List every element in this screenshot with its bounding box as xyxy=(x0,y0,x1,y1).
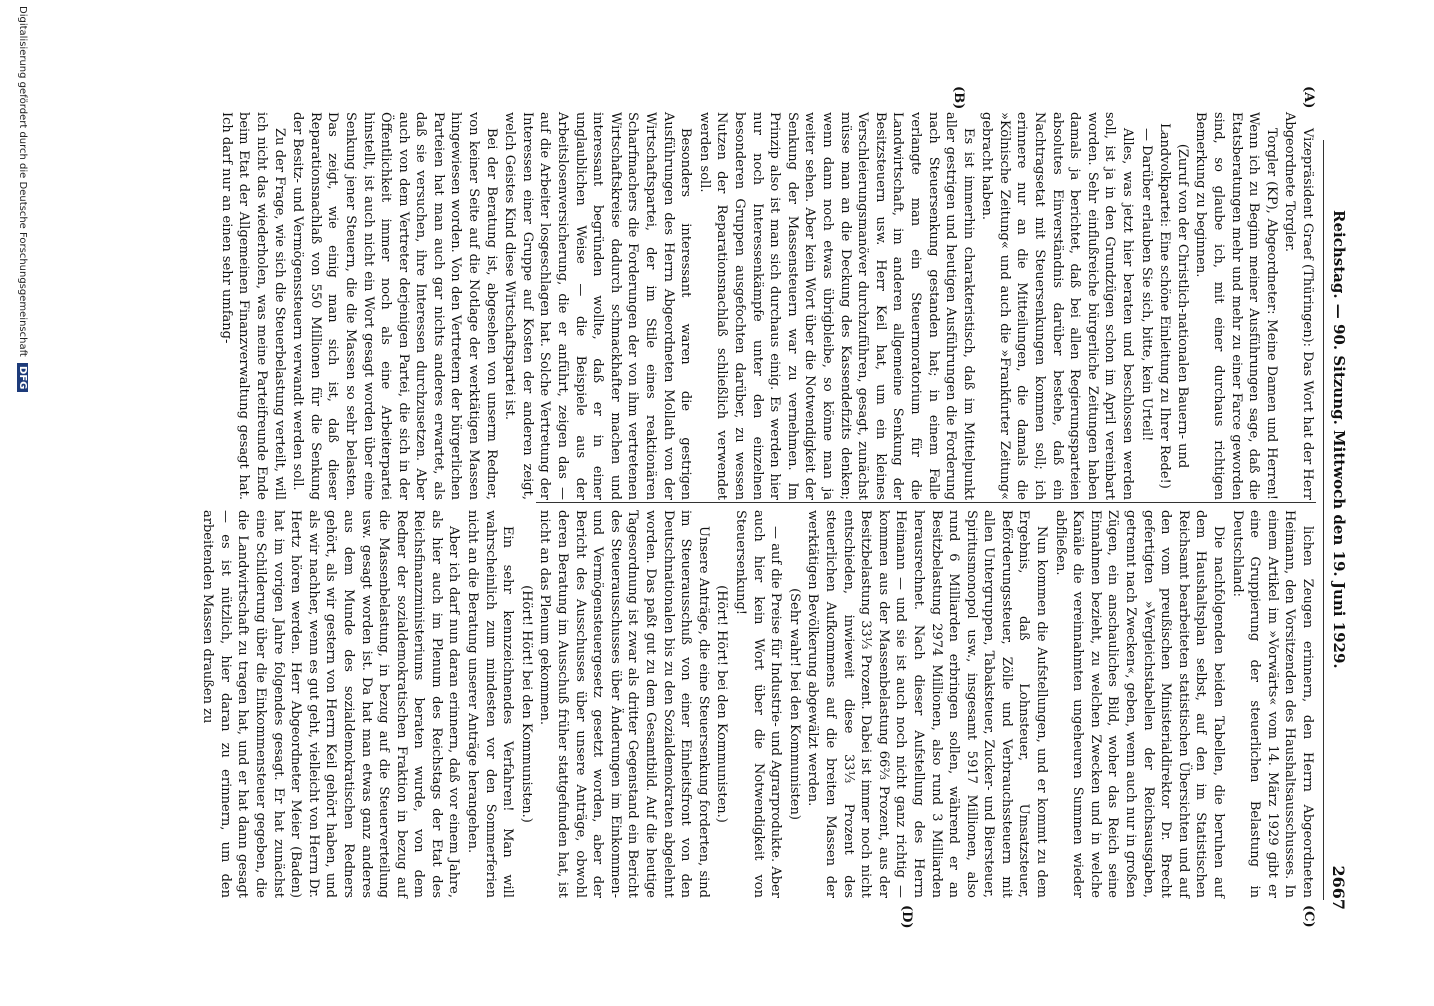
interjection: (Hört! Hört! bei den Kommunisten.) xyxy=(518,585,534,823)
paragraph: Vizepräsident Graef (Thüringen): Das Wort hat der Herr Abgeordnete Torgler. xyxy=(1282,112,1315,500)
paragraph: Zu der Frage, wie sich die Steuerbelastung verteilt, will ich nicht das wiederholen, was meine Parteifreunde Ende beim Etat der Allgemeinen Finanzverwaltung gesagt hat. Ich darf nur an einen sehr umfang- xyxy=(218,112,287,500)
margin-marker-d: (D) xyxy=(899,905,914,929)
text-column-right xyxy=(200,510,1316,898)
dfg-logo: DFG xyxy=(17,363,28,392)
text-column-left xyxy=(218,112,1316,500)
paragraph: Ein sehr kennzeichnendes Verfahren! Man will wahrscheinlich zum mindesten vor den Sommerferien nicht an die Beratung unserer Anträge herangehen. xyxy=(465,510,516,898)
paragraph: Alles, was jetzt hier beraten und beschlossen werden soll, ist ja in den Grundzügen schon im April vereinbart worden. Sehr einflußreiche bürgerliche Zeitungen haben damals ja berichtet, daß bei allen Regierungsparteien absolutes Einverständnis darüber bestehe, daß ein Nachtragsetat mit Steuersenkungen kommen soll; ich erinnere nur an die Mitteilungen, die damals die »Kölnische Zeitung« und auch die »Frankfurter Zeitung« gebracht haben. xyxy=(979,112,1136,500)
paragraph: Nun kommen die Aufstellungen, und er kommt zu dem Ergebnis, daß Lohnsteuer, Umsatzsteuer, Beförderungssteuer, Zölle und Verbrauchssteuern mit allen Untergruppen, Tabaksteuer, Zucker- und Biersteuer, Spiritusmonopol usw., insgesamt 5917 Millionen, also rund 6 Milliarden erbringen sollen, während er an Besitzbelastung 2974 Millionen, also rund 3 Milliarden herausrechnet. Nach dieser Aufstellung des Herrn Heimann — und sie ist auch noch nicht ganz richtig — kommen aus der Massenbelastung 66⅔ Prozent, aus der Besitzbelastung 33⅓ Prozent. Dabei ist immer noch nicht entschieden, inwieweit diese 33⅓ Prozent des steuerlichen Aufkommens auf die breiten Massen der werktätigen Bevölkerung abgewälzt werden. xyxy=(805,510,1050,898)
quotation: Die nachfolgenden beiden Tabellen, die beruhen auf dem Haushaltsplan selbst, auf den im Statistischen Reichsamt bearbeiteten statistischen Übersichten und auf den vom preußischen Ministerialdirektor Dr. Brecht gefertigten »Vergleichstabellen der Reichsausgaben, getrennt nach Zwecken«, geben, wenn auch nur in großen Zügen, ein anschauliches Bild, woher das Reich seine Einnahmen bezieht, zu welchen Zwecken und in welche Kanäle die vereinnahmten ungeheuren Summen wieder abfließen. xyxy=(1052,510,1227,898)
paragraph: lichen Zeugen erinnern, den Herrn Abgeordneten Heimann, den Vorsitzenden des Haushaltsausschusses. In einem Artikel im »Vorwärts« vom 14. März 1929 gibt er eine Gruppierung der steuerlichen Belastung in Deutschland: xyxy=(1229,510,1315,898)
paragraph: — Darüber erlauben Sie sich, bitte, kein Urteil! xyxy=(1138,128,1154,442)
page-header xyxy=(1326,40,1348,940)
interjection: (Zuruf von der Christlich-nationalen Bauern- und Landvolkpartei: Eine schöne Einleitung zu Ihrer Rede!) xyxy=(1157,123,1190,489)
interjection: (Sehr wahr! bei den Kommunisten) xyxy=(786,588,802,820)
paragraph: Besonders interessant waren die gestrigen Ausführungen des Herrn Abgeordneten Mollath von der Wirtschaftspartei, der im Stile eines reaktionären Scharfmachers die Forderungen der von ihm vertretenen Wirtschaftskreise dadurch schmackhafter machen und interessant begründen wollte, daß er in einer unglaublichen Weise — die Beispiele aus der Arbeitslosenversicherung, die er anführt, zeigen das — auf die Arbeiter losgeschlagen hat. Solche Vertretung der Interessen einer Gruppe auf Kosten der anderen zeigt, welch Geistes Kind diese Wirtschaftspartei ist. xyxy=(502,112,694,500)
paragraph: Unsere Anträge, die eine Steuersenkung forderten, sind im Steuerausschuß von einer Einheitsfront von den Deutschnationalen bis zu den Sozialdemokraten abgelehnt worden. Das paßt gut zu dem Gesamtbild. Auf die heutige Tagesordnung ist zwar als dritter Gegenstand ein Bericht des Steuerausschusses über Änderungen im Einkommen- und Vermögensteuergesetz gesetzt worden, aber der Bericht des Ausschusses über unsere Anträge, obwohl deren Beratung im Ausschuß früher stattgefunden hat, ist nicht an das Plenum gekommen. xyxy=(537,510,711,898)
margin-marker-b: (B) xyxy=(951,86,966,110)
margin-marker-a: (A) xyxy=(1301,86,1316,109)
page-number: 2667 xyxy=(1329,865,1348,910)
column-divider xyxy=(536,502,1316,503)
paragraph: Bei der Beratung ist, abgesehen von unserm Redner, von keiner Seite auf die Notlage der werktätigen Massen hingewiesen worden. Von den Vertretern der bürgerlichen Parteien hat man auch gar nichts anderes erwartet, als daß sie versuchen, ihre Interessen durchzusetzen. Aber auch von dem Vertreter derjenigen Partei, die sich in der Öffentlichkeit immer noch als eine Arbeiterpartei hinstellt, ist auch nicht ein Wort gesagt worden über eine Senkung jener Steuern, die die Massen so sehr belasten. Das zeigt, wie einig man sich ist, daß dieser Reparationsnachlaß von 550 Millionen für die Senkung der Besitz- und Vermögenssteuern verwandt werden soll. xyxy=(290,112,499,500)
interjection: (Hört! Hört! bei den Kommunisten.) xyxy=(714,585,730,823)
header-rule xyxy=(1323,140,1324,900)
margin-marker-c: (C) xyxy=(1301,905,1316,928)
digitization-credit xyxy=(17,0,28,1006)
paragraph: — auf die Preise für Industrie- und Agrarprodukte. Aber auch hier kein Wort über die Notwendigkeit von Steuersenkung! xyxy=(733,510,784,898)
paragraph: Torgler (KP), Abgeordneter: Meine Damen und Herren! Wenn ich zu Beginn meiner Ausführungen sage, daß die Etatsberatungen mehr und mehr zu einer Farce geworden sind, so glaube ich, mit einer durchaus richtigen Bemerkung zu beginnen. xyxy=(1193,112,1279,500)
running-head: Reichstag. — 90. Sitzung. Mittwoch den 19. Juni 1929. xyxy=(1330,210,1348,669)
paragraph: Aber ich darf nun daran erinnern, daß vor einem Jahre, als hier auch im Plenum des Reichstags der Etat des Reichsfinanzministeriums beraten wurde, von dem Redner der sozialdemokratischen Fraktion in bezug auf die Massenbelastung, in bezug auf die Steuerverteilung usw. gesagt worden ist. Da hat man etwas ganz anderes aus dem Munde des sozialdemokratischen Redners gehört, als wir gestern von Herrn Keil gehört haben, und als wir nachher, wenn es gut geht, vielleicht von Herrn Dr. Hertz hören werden. Herr Abgeordneter Meier (Baden) hat im vorigen Jahre folgendes gesagt. Er hat zunächst eine Schilderung über die Einkommensteuer gegeben, die die Landwirtschaft zu tragen hat, und er hat dann gesagt — es ist nützlich, hier daran zu erinnern, um den arbeitenden Massen draußen zu xyxy=(200,510,462,898)
paragraph: Es ist immerhin charakteristisch, daß im Mittelpunkt aller gestrigen und heutigen Ausführungen die Forderung nach Steuersenkung gestanden hat; in einem Falle verlangte man ein Steuermoratorium für die Landwirtschaft, im anderen allgemeine Senkung der Besitzsteuern usw. Herr Keil hat, um ein kleines Verschleierungsmanöver durchzuführen, gesagt, zunächst müsse man an die Deckung des Kassendefizits denken; wenn dann noch etwas übrigbleibe, so könne man ja weiter sehen. Aber kein Wort über die Notwendigkeit der Senkung der Massensteuern war zu vernehmen. Im Prinzip also ist man sich durchaus einig. Es werden hier nur noch Interessenkämpfe unter den einzelnen besonderen Gruppen ausgefochten darüber, zu wessen Nutzen der Reparationsnachlaß schließlich verwendet werden soll. xyxy=(696,112,976,500)
credit-text: Digitalisierung gefördert durch die Deutsche Forschungsgemeinschaft xyxy=(17,6,28,357)
